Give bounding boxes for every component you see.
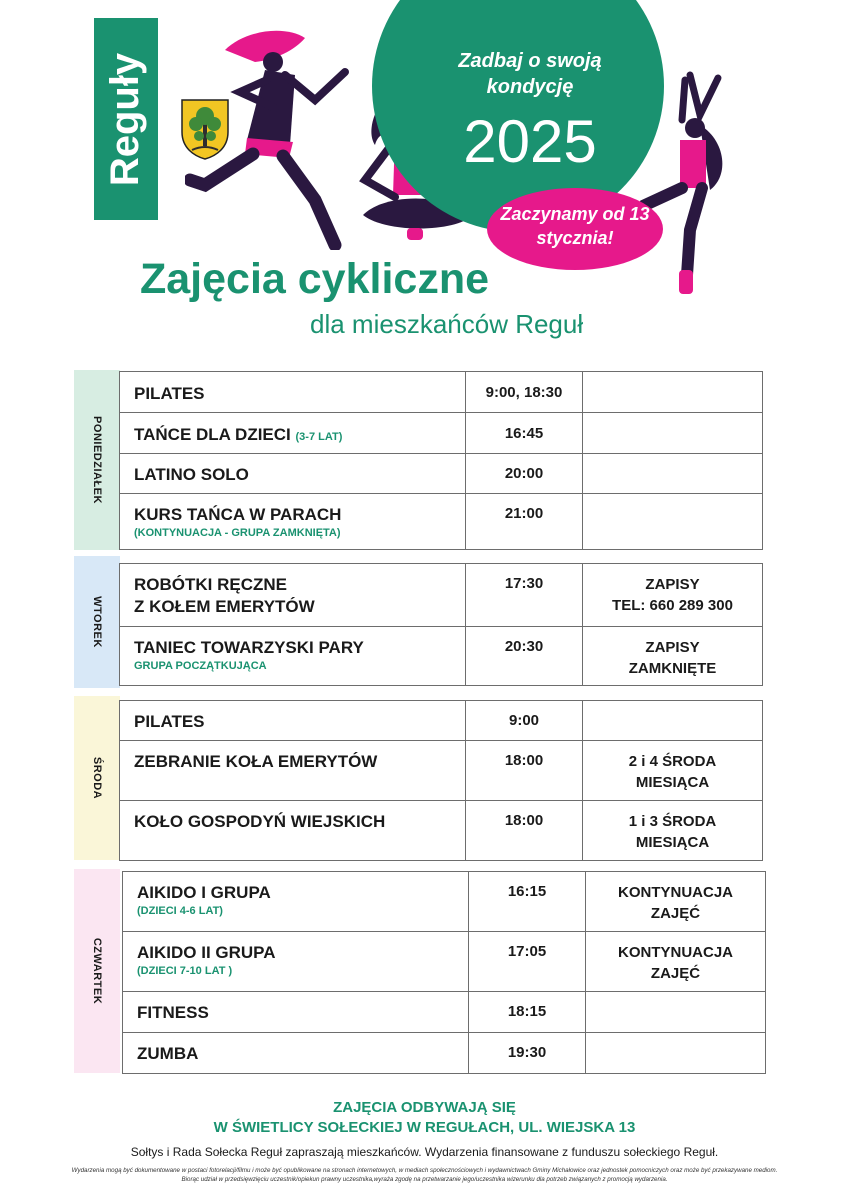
table-row <box>120 494 763 550</box>
table-row <box>120 627 763 686</box>
activity-name: LATINO SOLO <box>134 465 249 484</box>
activity-note: (DZIECI 7-10 LAT ) <box>137 965 233 977</box>
activity-time: 18:15 <box>507 1003 547 1020</box>
schedule-table-monday <box>119 371 763 550</box>
activity-time: 9:00 <box>508 712 540 729</box>
day-label-thursday <box>74 869 120 1073</box>
activity-info: KONTYNUACJA <box>617 884 733 901</box>
activity-time: 18:00 <box>504 812 544 829</box>
page-subtitle: dla mieszkańców Reguł <box>310 309 584 339</box>
activity-info-line2: ZAJĘĆ <box>650 965 701 982</box>
year: 2025 <box>463 108 597 175</box>
table-row <box>123 872 766 932</box>
activity-name: AIKIDO II GRUPA <box>137 943 276 962</box>
day-name: ŚRODA <box>90 756 103 800</box>
location-info <box>0 1098 849 1138</box>
day-name: CZWARTEK <box>91 937 104 1005</box>
activity-name: TAŃCE DLA DZIECI <box>134 425 291 444</box>
activity-name-line2: Z KOŁEM EMERYTÓW <box>134 597 315 616</box>
activity-info: ZAPISY <box>645 639 700 656</box>
day-label-monday <box>74 370 120 550</box>
activity-info: ZAPISY <box>645 576 700 593</box>
runner-figure-icon <box>185 20 350 250</box>
location-line-1: ZAJĘCIA ODBYWAJĄ SIĘ <box>333 1099 516 1116</box>
activity-note: (3-7 LAT) <box>295 431 343 443</box>
table-row <box>120 454 763 494</box>
table-row <box>120 413 763 454</box>
activity-info-line2: MIESIĄCA <box>635 774 710 791</box>
activity-note: (KONTYNUACJA - GRUPA ZAMKNIĘTA) <box>134 527 341 539</box>
activity-time: 16:15 <box>507 883 547 900</box>
activity-name: AIKIDO I GRUPA <box>137 883 271 902</box>
day-label-wednesday <box>74 696 120 860</box>
activity-info: KONTYNUACJA <box>617 944 733 961</box>
activity-name: ROBÓTKI RĘCZNE <box>134 575 287 594</box>
activity-name: TANIEC TOWARZYSKI PARY <box>134 638 364 657</box>
activity-note: GRUPA POCZĄTKUJĄCA <box>134 660 267 672</box>
table-row <box>120 564 763 627</box>
activity-name: ZEBRANIE KOŁA EMERYTÓW <box>134 752 378 771</box>
activity-note: (DZIECI 4-6 LAT) <box>137 905 223 917</box>
activity-info-line2: ZAJĘĆ <box>650 905 701 922</box>
activity-info: 1 i 3 ŚRODA <box>628 813 717 830</box>
table-row <box>123 932 766 992</box>
brand-label: Reguły <box>103 52 148 186</box>
activity-info: 2 i 4 ŚRODA <box>628 753 717 770</box>
activity-info-line2: MIESIĄCA <box>635 834 710 851</box>
activity-time: 17:30 <box>504 575 544 592</box>
schedule-table-wednesday <box>119 700 763 861</box>
activity-info-line2: ZAMKNIĘTE <box>628 660 717 677</box>
disclaimer-line-2: Biorąc udział w przedsięwzięciu uczestnik/opiekun prawny uczestnika,wyraża zgodę na przetwarzanie jego/uczestnika wizerunku dla potrzeb związanych z promocją wydarzenia. <box>181 1176 668 1183</box>
activity-time: 17:05 <box>507 943 547 960</box>
table-row <box>120 372 763 413</box>
activity-time: 20:30 <box>504 638 544 655</box>
table-row <box>120 801 763 861</box>
activity-time: 16:45 <box>504 425 544 442</box>
activity-name: KURS TAŃCA W PARACH <box>134 505 342 524</box>
table-row <box>123 992 766 1033</box>
disclaimer-line-1: Wydarzenia mogą być dokumentowane w postaci fotorelacji/filmu i może być opublikowane na stronach internetowych, w mediach społecznościowych i wydawnictwach Gminy Michałowice oraz jednostek pomocniczych oraz może być przekazywane mediom. <box>71 1167 778 1174</box>
day-label-tuesday <box>74 556 120 688</box>
activity-name: PILATES <box>134 384 205 403</box>
slogan: Zadbaj o swoją kondycję <box>458 50 602 98</box>
schedule-table-thursday <box>122 871 766 1074</box>
table-row <box>120 701 763 741</box>
activity-name: FITNESS <box>137 1003 209 1022</box>
schedule-table-tuesday <box>119 563 763 686</box>
day-name: PONIEDZIAŁEK <box>91 416 103 504</box>
activity-name: PILATES <box>134 712 205 731</box>
activity-name: ZUMBA <box>137 1044 199 1063</box>
activity-time: 21:00 <box>504 505 544 522</box>
table-row <box>123 1033 766 1074</box>
activity-time: 19:30 <box>507 1044 547 1061</box>
activity-info-line2: TEL: 660 289 300 <box>612 597 733 614</box>
day-name: WTOREK <box>91 596 103 648</box>
activity-time: 9:00, 18:30 <box>485 384 563 401</box>
location-line-2: W ŚWIETLICY SOŁECKIEJ W REGUŁACH, UL. WIEJSKA 13 <box>213 1119 636 1136</box>
table-row <box>120 741 763 801</box>
activity-time: 20:00 <box>504 465 544 482</box>
organizer-note: Sołtys i Rada Sołecka Reguł zapraszają mieszkańców. Wydarzenia finansowane z funduszu sołeckiego Reguł. <box>130 1145 719 1159</box>
activity-time: 18:00 <box>504 752 544 769</box>
page-title: Zajęcia cykliczne <box>140 255 489 303</box>
activity-name: KOŁO GOSPODYŃ WIEJSKICH <box>134 812 386 831</box>
brand-label-box <box>94 18 158 220</box>
start-date: Zaczynamy od 13 stycznia! <box>500 204 650 248</box>
disclaimer <box>30 1166 819 1184</box>
